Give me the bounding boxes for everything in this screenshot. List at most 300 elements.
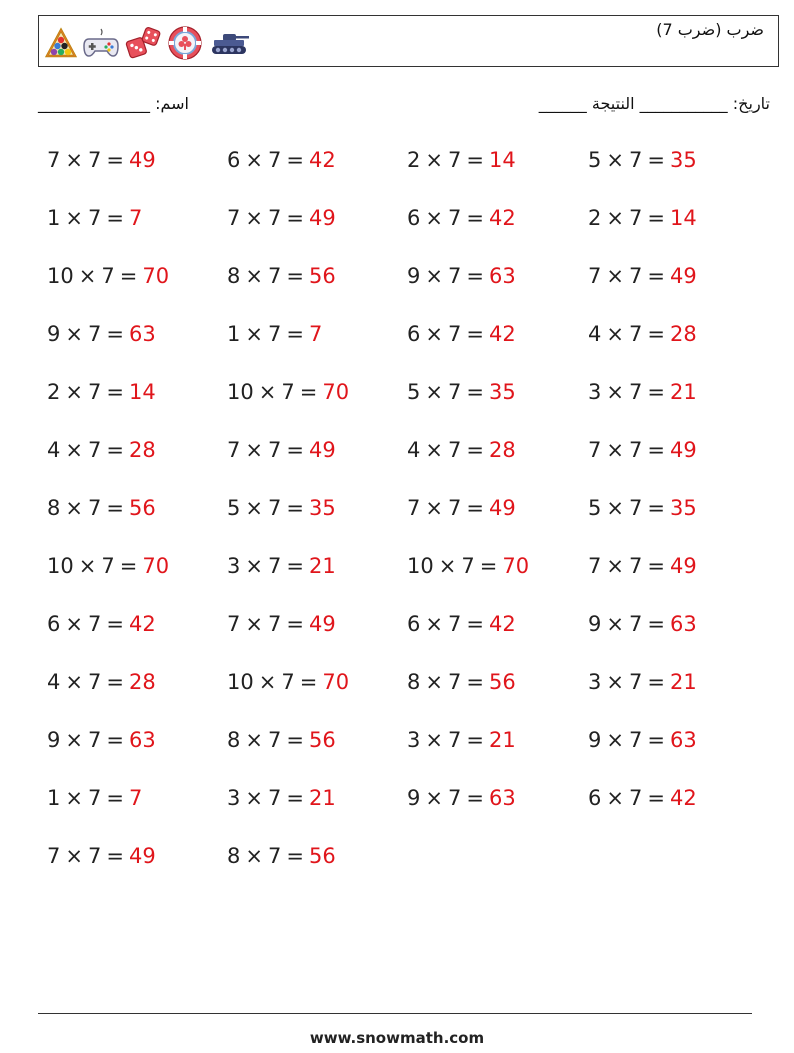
problem-item [227, 841, 336, 871]
problem-question: 3 [227, 554, 241, 578]
multiplier: 7 [628, 612, 643, 636]
equals-sign: = [106, 322, 124, 346]
equals-sign: = [479, 554, 498, 578]
problem-item [588, 551, 697, 581]
multiplier: 7 [281, 670, 295, 694]
problem-item [588, 609, 697, 639]
multiply-operator: × [606, 786, 624, 810]
answer-value: 21 [308, 786, 336, 810]
problem-item [407, 725, 516, 755]
answer-value: 14 [128, 380, 156, 404]
problem-question: 4 [407, 438, 421, 462]
problem-item [588, 203, 697, 233]
multiplier: 7 [628, 148, 643, 172]
multiply-operator: × [245, 438, 263, 462]
multiply-operator: × [606, 148, 624, 172]
problem-item [227, 377, 349, 407]
problem-question: 9 [47, 728, 61, 752]
problem-item [407, 145, 516, 175]
equals-sign: = [647, 380, 665, 404]
tank-icon [209, 29, 251, 57]
equals-sign: = [106, 438, 124, 462]
multiplier: 7 [447, 612, 462, 636]
answer-value: 42 [488, 322, 516, 346]
equals-sign: = [466, 786, 484, 810]
equals-sign: = [647, 264, 665, 288]
footer-site: www.snowmath.com [309, 1029, 485, 1047]
multiplier: 7 [267, 206, 282, 230]
multiply-operator: × [65, 670, 83, 694]
answer-value: 63 [128, 728, 156, 752]
problem-item [407, 435, 516, 465]
problem-question: 10 [407, 554, 434, 578]
problem-question: 1 [47, 786, 61, 810]
multiply-operator: × [425, 728, 443, 752]
problem-question: 7 [47, 148, 61, 172]
equals-sign: = [466, 322, 484, 346]
problem-item [47, 493, 156, 523]
problem-question: 6 [588, 786, 602, 810]
equals-sign: = [106, 612, 124, 636]
problem-item [588, 725, 697, 755]
problem-item [227, 435, 336, 465]
problem-item [47, 203, 142, 233]
multiply-operator: × [425, 206, 443, 230]
problem-item [227, 725, 336, 755]
multiply-operator: × [425, 148, 443, 172]
multiply-operator: × [245, 728, 263, 752]
multiplier: 7 [628, 206, 643, 230]
multiplier: 7 [628, 554, 643, 578]
multiplier: 7 [447, 786, 462, 810]
multiply-operator: × [606, 438, 624, 462]
problem-question: 2 [47, 380, 61, 404]
casino-chip-icon [167, 25, 203, 61]
equals-sign: = [466, 728, 484, 752]
equals-sign: = [106, 670, 124, 694]
equals-sign: = [286, 438, 304, 462]
answer-value: 21 [669, 670, 697, 694]
problem-item [407, 783, 516, 813]
multiplier: 7 [281, 380, 295, 404]
answer-value: 42 [128, 612, 156, 636]
problem-question: 7 [47, 844, 61, 868]
equals-sign: = [647, 148, 665, 172]
multiply-operator: × [245, 612, 263, 636]
equals-sign: = [647, 670, 665, 694]
answer-value: 70 [142, 264, 170, 288]
answer-value: 70 [502, 554, 530, 578]
multiply-operator: × [425, 380, 443, 404]
problem-item [227, 493, 336, 523]
equals-sign: = [299, 670, 318, 694]
answer-value: 63 [488, 264, 516, 288]
equals-sign: = [466, 206, 484, 230]
equals-sign: = [647, 554, 665, 578]
multiply-operator: × [258, 670, 277, 694]
answer-value: 7 [308, 322, 323, 346]
answer-value: 28 [128, 670, 156, 694]
equals-sign: = [286, 496, 304, 520]
problem-question: 7 [588, 264, 602, 288]
multiplier: 7 [87, 670, 102, 694]
multiplier: 7 [628, 438, 643, 462]
problem-question: 7 [227, 438, 241, 462]
problem-question: 5 [588, 148, 602, 172]
problem-question: 7 [588, 438, 602, 462]
multiplier: 7 [267, 264, 282, 288]
equals-sign: = [286, 612, 304, 636]
answer-value: 28 [669, 322, 697, 346]
problem-item [407, 319, 516, 349]
multiplier: 7 [628, 322, 643, 346]
equals-sign: = [647, 786, 665, 810]
equals-sign: = [466, 148, 484, 172]
multiplier: 7 [461, 554, 475, 578]
answer-value: 56 [488, 670, 516, 694]
problem-item [588, 783, 697, 813]
problem-item [227, 783, 336, 813]
answer-value: 49 [488, 496, 516, 520]
problem-item [227, 667, 349, 697]
problem-item [588, 319, 697, 349]
multiply-operator: × [425, 670, 443, 694]
multiplier: 7 [447, 380, 462, 404]
equals-sign: = [647, 496, 665, 520]
multiplier: 7 [267, 728, 282, 752]
problem-question: 1 [47, 206, 61, 230]
multiply-operator: × [245, 206, 263, 230]
answer-value: 56 [308, 844, 336, 868]
multiply-operator: × [245, 322, 263, 346]
answer-value: 49 [128, 844, 156, 868]
multiplier: 7 [267, 322, 282, 346]
multiply-operator: × [425, 496, 443, 520]
problem-question: 6 [47, 612, 61, 636]
answer-value: 49 [669, 264, 697, 288]
equals-sign: = [299, 380, 318, 404]
multiplier: 7 [87, 496, 102, 520]
multiply-operator: × [78, 554, 97, 578]
gamepad-icon [83, 27, 119, 59]
answer-value: 49 [308, 612, 336, 636]
multiply-operator: × [65, 322, 83, 346]
equals-sign: = [466, 612, 484, 636]
multiplier: 7 [267, 554, 282, 578]
answer-value: 49 [308, 206, 336, 230]
equals-sign: = [466, 380, 484, 404]
problem-item [227, 551, 336, 581]
multiplier: 7 [87, 148, 102, 172]
problem-item [407, 667, 516, 697]
answer-value: 70 [322, 380, 350, 404]
equals-sign: = [286, 554, 304, 578]
multiply-operator: × [606, 206, 624, 230]
multiply-operator: × [606, 496, 624, 520]
multiplier: 7 [628, 496, 643, 520]
problem-question: 7 [588, 554, 602, 578]
equals-sign: = [106, 844, 124, 868]
problem-item [47, 841, 156, 871]
answer-value: 28 [488, 438, 516, 462]
answer-value: 35 [488, 380, 516, 404]
equals-sign: = [106, 786, 124, 810]
problem-question: 7 [227, 612, 241, 636]
answer-value: 49 [128, 148, 156, 172]
multiply-operator: × [65, 786, 83, 810]
answer-value: 63 [488, 786, 516, 810]
problem-question: 2 [588, 206, 602, 230]
answer-value: 49 [308, 438, 336, 462]
answer-value: 14 [488, 148, 516, 172]
problem-item [47, 377, 156, 407]
answer-value: 35 [308, 496, 336, 520]
multiplier: 7 [267, 612, 282, 636]
header-box [38, 15, 779, 67]
equals-sign: = [106, 496, 124, 520]
multiply-operator: × [606, 612, 624, 636]
answer-value: 49 [669, 554, 697, 578]
date-score-field: تاريخ: ___________ النتيجة ______ [538, 94, 770, 113]
multiplier: 7 [447, 148, 462, 172]
equals-sign: = [286, 728, 304, 752]
equals-sign: = [119, 554, 138, 578]
icon-row [45, 23, 251, 63]
multiplier: 7 [87, 438, 102, 462]
answer-value: 21 [488, 728, 516, 752]
answer-value: 49 [669, 438, 697, 462]
equals-sign: = [466, 670, 484, 694]
problem-question: 4 [47, 670, 61, 694]
problem-question: 3 [588, 670, 602, 694]
answer-value: 42 [308, 148, 336, 172]
multiplier: 7 [628, 670, 643, 694]
problem-item [407, 493, 516, 523]
worksheet-title: ضرب (ضرب 7) [656, 20, 764, 39]
footer-divider [38, 1013, 752, 1014]
multiplier: 7 [447, 322, 462, 346]
equals-sign: = [466, 264, 484, 288]
equals-sign: = [647, 728, 665, 752]
multiply-operator: × [425, 786, 443, 810]
multiplier: 7 [87, 728, 102, 752]
multiply-operator: × [425, 264, 443, 288]
equals-sign: = [466, 496, 484, 520]
problem-question: 10 [227, 670, 254, 694]
equals-sign: = [647, 206, 665, 230]
problem-question: 3 [407, 728, 421, 752]
problem-item [47, 319, 156, 349]
multiplier: 7 [87, 322, 102, 346]
multiply-operator: × [606, 264, 624, 288]
equals-sign: = [647, 438, 665, 462]
multiply-operator: × [245, 554, 263, 578]
problem-question: 9 [47, 322, 61, 346]
problem-item [588, 435, 697, 465]
answer-value: 14 [669, 206, 697, 230]
problem-question: 6 [407, 206, 421, 230]
multiply-operator: × [606, 322, 624, 346]
multiplier: 7 [267, 496, 282, 520]
multiply-operator: × [425, 438, 443, 462]
multiplier: 7 [87, 612, 102, 636]
problem-question: 5 [407, 380, 421, 404]
problem-question: 4 [47, 438, 61, 462]
multiplier: 7 [447, 728, 462, 752]
equals-sign: = [286, 322, 304, 346]
problem-question: 5 [588, 496, 602, 520]
answer-value: 56 [308, 728, 336, 752]
billiard-rack-icon [45, 27, 77, 59]
problem-question: 10 [227, 380, 254, 404]
multiplier: 7 [628, 264, 643, 288]
multiply-operator: × [65, 438, 83, 462]
multiplier: 7 [87, 786, 102, 810]
answer-value: 63 [669, 612, 697, 636]
multiplier: 7 [447, 206, 462, 230]
multiplier: 7 [267, 844, 282, 868]
answer-value: 56 [128, 496, 156, 520]
problem-item [47, 551, 169, 581]
problem-question: 9 [588, 612, 602, 636]
problem-item [407, 203, 516, 233]
problem-question: 8 [227, 728, 241, 752]
multiply-operator: × [245, 148, 263, 172]
multiply-operator: × [245, 786, 263, 810]
equals-sign: = [286, 786, 304, 810]
multiply-operator: × [258, 380, 277, 404]
multiply-operator: × [425, 322, 443, 346]
problem-question: 6 [407, 322, 421, 346]
multiply-operator: × [65, 844, 83, 868]
problem-question: 6 [407, 612, 421, 636]
problem-question: 9 [407, 786, 421, 810]
multiplier: 7 [87, 844, 102, 868]
equals-sign: = [286, 844, 304, 868]
problem-item [588, 261, 697, 291]
multiplier: 7 [447, 670, 462, 694]
name-field: اسم: ______________ [38, 94, 189, 113]
answer-value: 70 [142, 554, 170, 578]
equals-sign: = [286, 206, 304, 230]
problem-item [47, 435, 156, 465]
problem-question: 7 [407, 496, 421, 520]
problem-item [47, 145, 156, 175]
multiply-operator: × [65, 380, 83, 404]
multiply-operator: × [65, 206, 83, 230]
multiplier: 7 [87, 380, 102, 404]
answer-value: 42 [488, 206, 516, 230]
problem-question: 1 [227, 322, 241, 346]
multiply-operator: × [606, 670, 624, 694]
dice-icon [125, 26, 161, 60]
problem-question: 8 [407, 670, 421, 694]
multiply-operator: × [606, 380, 624, 404]
multiply-operator: × [78, 264, 97, 288]
equals-sign: = [647, 322, 665, 346]
problem-question: 5 [227, 496, 241, 520]
multiply-operator: × [65, 496, 83, 520]
answer-value: 42 [669, 786, 697, 810]
multiply-operator: × [606, 554, 624, 578]
problem-item [588, 145, 697, 175]
multiplier: 7 [101, 264, 115, 288]
problem-item [588, 377, 697, 407]
problem-question: 6 [227, 148, 241, 172]
problem-item [47, 725, 156, 755]
problem-item [227, 609, 336, 639]
answer-value: 28 [128, 438, 156, 462]
problem-item [227, 261, 336, 291]
multiplier: 7 [267, 786, 282, 810]
problem-item [588, 493, 697, 523]
multiplier: 7 [447, 264, 462, 288]
problem-item [227, 203, 336, 233]
problem-question: 8 [227, 264, 241, 288]
problem-question: 10 [47, 554, 74, 578]
answer-value: 70 [322, 670, 350, 694]
answer-value: 7 [128, 786, 143, 810]
equals-sign: = [466, 438, 484, 462]
problem-item [407, 551, 529, 581]
problem-question: 9 [588, 728, 602, 752]
multiply-operator: × [65, 612, 83, 636]
problem-item [407, 609, 516, 639]
answer-value: 63 [128, 322, 156, 346]
answer-value: 56 [308, 264, 336, 288]
equals-sign: = [647, 612, 665, 636]
problem-question: 4 [588, 322, 602, 346]
problem-question: 2 [407, 148, 421, 172]
problem-item [47, 783, 142, 813]
equals-sign: = [119, 264, 138, 288]
problem-question: 9 [407, 264, 421, 288]
equals-sign: = [286, 148, 304, 172]
multiplier: 7 [628, 728, 643, 752]
multiplier: 7 [628, 380, 643, 404]
problem-item [47, 667, 156, 697]
equals-sign: = [106, 380, 124, 404]
answer-value: 21 [308, 554, 336, 578]
equals-sign: = [286, 264, 304, 288]
problem-item [407, 377, 516, 407]
answer-value: 63 [669, 728, 697, 752]
multiply-operator: × [65, 148, 83, 172]
answer-value: 35 [669, 148, 697, 172]
multiplier: 7 [447, 438, 462, 462]
problem-question: 8 [47, 496, 61, 520]
problem-item [588, 667, 697, 697]
multiply-operator: × [438, 554, 457, 578]
multiply-operator: × [65, 728, 83, 752]
multiply-operator: × [245, 844, 263, 868]
multiplier: 7 [101, 554, 115, 578]
multiplier: 7 [447, 496, 462, 520]
equals-sign: = [106, 728, 124, 752]
answer-value: 7 [128, 206, 143, 230]
problem-question: 3 [588, 380, 602, 404]
problem-item [407, 261, 516, 291]
multiply-operator: × [425, 612, 443, 636]
answer-value: 21 [669, 380, 697, 404]
equals-sign: = [106, 148, 124, 172]
multiplier: 7 [628, 786, 643, 810]
problem-question: 10 [47, 264, 74, 288]
equals-sign: = [106, 206, 124, 230]
multiply-operator: × [245, 496, 263, 520]
problem-question: 3 [227, 786, 241, 810]
multiplier: 7 [87, 206, 102, 230]
